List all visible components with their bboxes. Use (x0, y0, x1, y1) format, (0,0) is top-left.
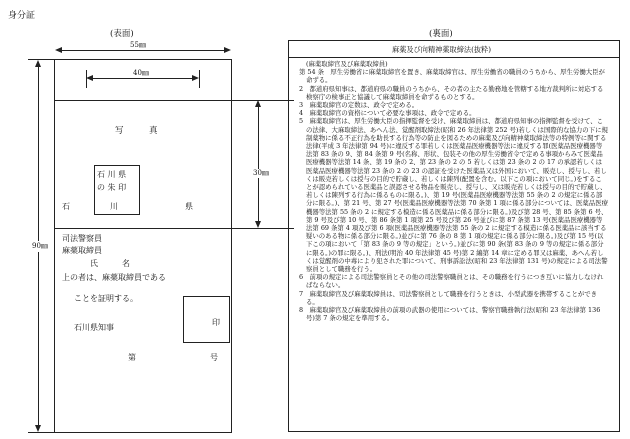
front-side-label: (表面) (110, 29, 134, 39)
law-paragraph: 7 麻薬取締官及び麻薬取締員は、司法警察員として職務を行うときは、小型武器を携帯することができる。 (299, 289, 598, 306)
back-header-divider (288, 57, 620, 58)
law-paragraph: 3 麻薬取締官の定数は、政令で定める。 (299, 101, 419, 110)
height-ext-bottom (28, 432, 54, 433)
name-label: 氏 名 (90, 259, 130, 268)
photo-height-label: 30㎜ (253, 169, 269, 177)
inner-width-ext-left (86, 70, 87, 88)
law-paragraph: 2 都道府県知事は、都道府県の職員のうちから、その者の主たる勤務地を管轄する地方裁判所に対応する検察庁の検事正と協議して麻薬取締員を命ずるものとする。 (299, 84, 604, 101)
arrow-right-icon (192, 75, 199, 81)
height-ext-top (28, 59, 54, 60)
photo-label: 写 真 (115, 126, 158, 136)
back-side-label: (裏面) (429, 29, 453, 39)
seal-text-line-2: の 朱 印 (97, 183, 127, 192)
width-label: 55㎜ (130, 41, 146, 49)
arrow-right-icon (224, 47, 231, 53)
prefecture-char-3: 県 (185, 202, 193, 211)
arrow-left-icon (55, 47, 62, 53)
arrow-down-icon (255, 221, 261, 228)
number-suffix: 号 (210, 353, 218, 362)
officer-title-2: 麻薬取締員 (62, 246, 102, 255)
prefecture-char-2: 川 (110, 202, 118, 211)
arrow-up-icon (35, 60, 41, 67)
inner-width-label: 40㎜ (133, 69, 149, 77)
certification-line-2: ことを証明する。 (74, 294, 138, 303)
law-paragraph: 6 前項の規定による司法警察員とその他の司法警察職員とは、その職務を行うにつき互いに協力しなければならない。 (299, 273, 604, 290)
inner-width-ext-right (199, 70, 200, 88)
law-text-block (292, 60, 608, 323)
inner-width-dimension-line (93, 78, 192, 79)
arrow-down-icon (35, 425, 41, 432)
issuer-name: 石川県知事 (74, 323, 114, 332)
width-dimension-line (62, 50, 224, 51)
prefecture-char-1: 石 (62, 202, 70, 211)
law-title: 麻薬及び向精神薬取締法(抜粋) (392, 45, 492, 54)
officer-title-1: 司法警察員 (62, 234, 102, 243)
height-label: 90㎜ (32, 242, 48, 250)
law-paragraph: 5 麻薬取締官は、厚生労働大臣の指揮監督を受け、麻薬取締員は、都道府県知事の指揮監督を受けて、この法律、大麻取締法、あへん法、覚醒剤取締法(昭和 26 年法律第 252 号)若しくは国際的な協力の下に規制薬物に係る不正行為を助長する行為等の防止を図るための麻薬及び向精神薬取締法等の特例等に関する法律(平成 3 年法律第 94 号)に違反する罪若しくは医薬品医療機器等法に違反する罪(医薬品医療機器等法第 83 条の 9、第 84 条第 9 号(名称、形状、包装その他の厚生労働省令で定める事項からみて医薬品医療機器等法第 14 条、第 19 条の 2、第 23 条の 2 の 5 若しくは第 23 条の 2 の 17 の承認若しくは医薬品医療機器等法第 23 条の 2 の 23 の認証を受けた医薬品又は外国において、販売し、授与し、若しくは販売若しくは授与の目的で貯蔵し、若しくは陳列(配置を含む。以下この項において同じ。)をすることが認められている医薬品と誤認させる物品を販売し、授与し、又は販売若しくは授与の目的で貯蔵し、若しくは陳列する行為に係るものに限る。)、第 19 号(医薬品医療機器等法第 55 条の 2 の規定に係る部分に限る。)、第 21 号、第 27 号(医薬品医療機器等法第 70 条第 1 項に係る部分については、医薬品医療機器等法第 55 条の 2 に規定する模造に係る医薬品に係る部分に限る。)及び第 28 号、第 85 条第 6 号、第 9 号及び第 10 号、第 86 条第 1 項第 25 号及び第 26 号並びに第 87 条第 13 号(医薬品医療機器等法第 69 条第 4 項及び第 6 項(医薬品医療機器等法第 55 条の 2 に規定する模造に係る医薬品に該当する疑いのある物に係る部分に限る。)並びに第 76 条の 8 第 1 項の規定に係る部分に限る。)及び第 15 号(以下この項において「第 83 条の 9 等の規定」という。)並びに第 90 条(第 83 条の 9 等の規定に係る部分に限る。)の罪に限る。)、刑法(明治 40 年法律第 45 号)第 2 編第 14 章に定める罪又は麻薬、あへん若しくは覚醒剤の中毒により犯された罪について、刑事訴訟法(昭和 23 年法律第 131 号)の規定による司法警察員として職務を行う。 (299, 117, 608, 274)
law-paragraph: 8 麻薬取締官及び麻薬取締員の前項の武器の使用については、警察官職務執行法(昭和 23 年法律第 136 号)第 7 条の規定を準用する。 (299, 306, 601, 323)
document-title: 身分証 (8, 11, 36, 21)
law-paragraph: 4 麻薬取締官の資格について必要な事項は、政令で定める。 (299, 109, 476, 118)
photo-bottom-line (54, 228, 294, 229)
law-paragraph: 第 54 条 厚生労働省に麻薬取締官を置き、麻薬取締官は、厚生労働省の職員のうちから、厚生労働大臣が命ずる。 (299, 68, 605, 85)
seal-text-line-1: 石 川 県 (97, 170, 127, 179)
certification-line-1: 上の者は、麻薬取締員である (62, 273, 166, 282)
seal-label: 印 (212, 318, 220, 327)
arrow-up-icon (255, 100, 261, 107)
photo-height-dimension-line (258, 106, 259, 222)
official-seal-box (183, 296, 230, 343)
number-prefix: 第 (128, 353, 136, 362)
arrow-left-icon (86, 75, 93, 81)
law-subtitle: (麻薬取締官及び麻薬取締員) (306, 60, 388, 68)
